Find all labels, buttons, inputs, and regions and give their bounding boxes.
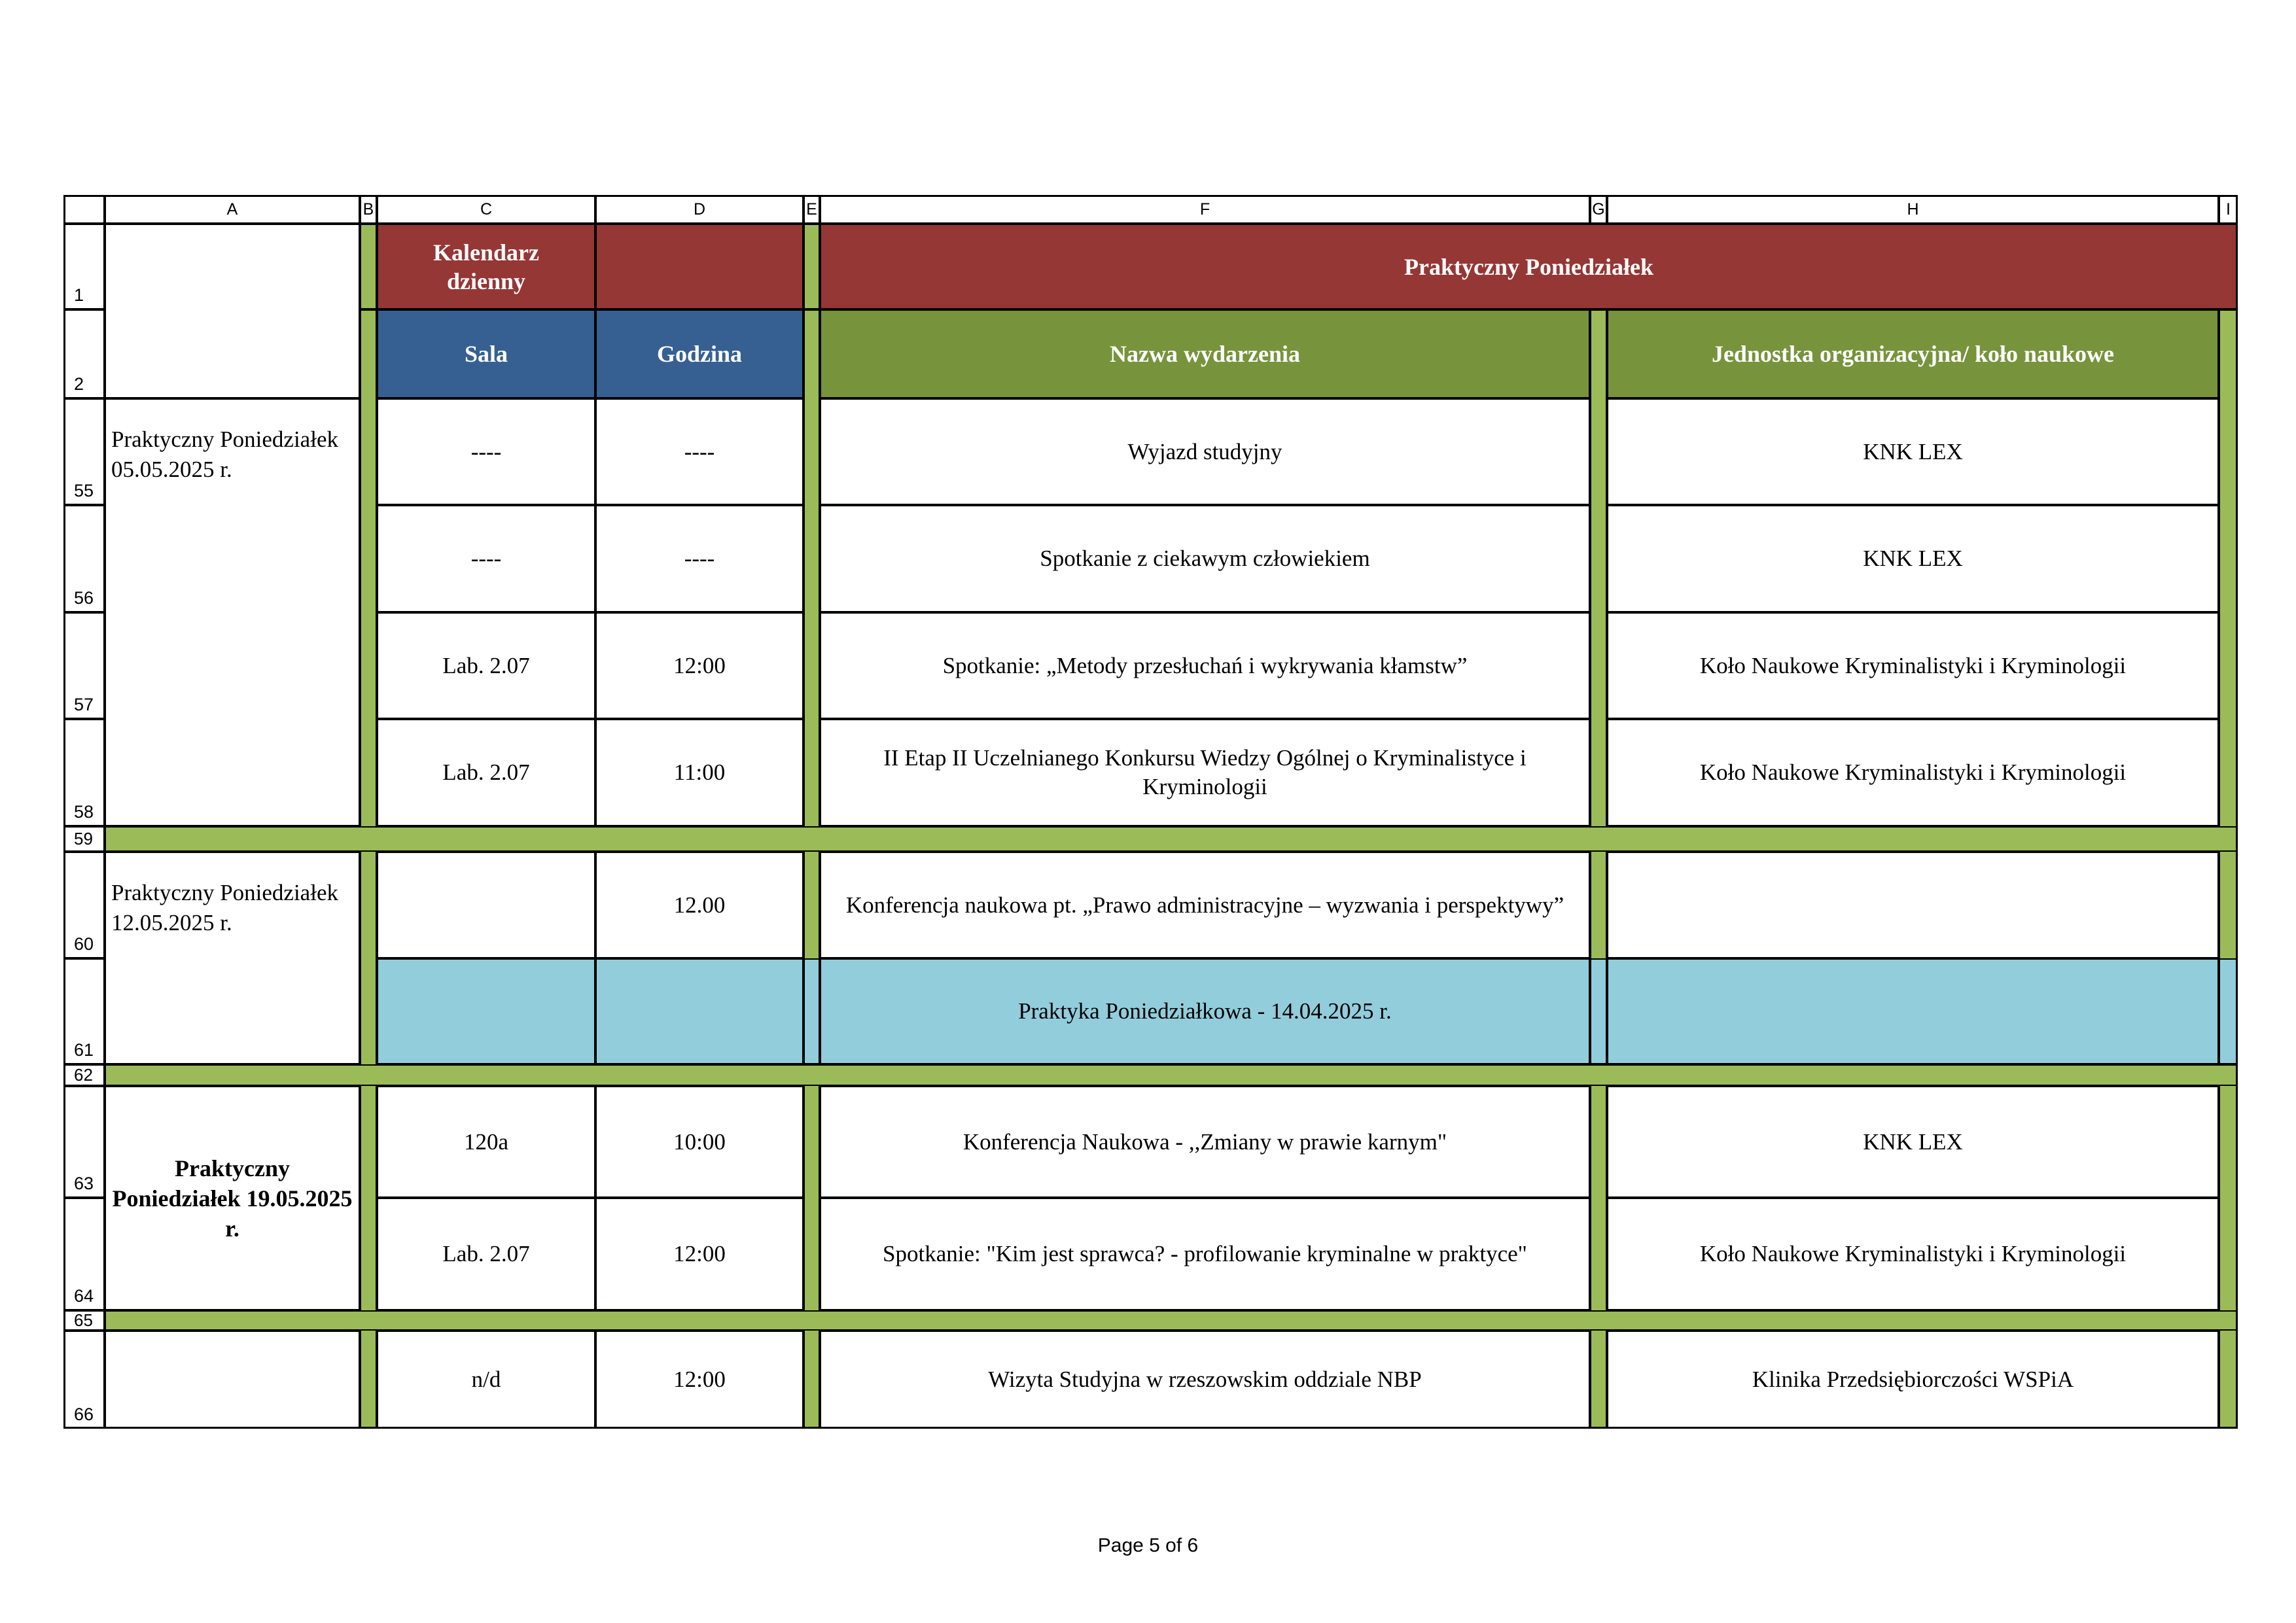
- cell-jednostka[interactable]: Koło Naukowe Kryminalistyki i Kryminologii: [1607, 719, 2219, 826]
- cell-nazwa[interactable]: II Etap II Uczelnianego Konkursu Wiedzy Ogólnej o Kryminalistyce i Kryminologii: [820, 719, 1590, 826]
- cell-jednostka[interactable]: [1607, 958, 2219, 1064]
- cell-jednostka[interactable]: KNK LEX: [1607, 398, 2219, 505]
- row-header-57[interactable]: 57: [63, 612, 105, 719]
- column-title-godzina[interactable]: Godzina: [595, 309, 804, 398]
- row-header-64[interactable]: 64: [63, 1198, 105, 1310]
- cell-nazwa[interactable]: Praktyka Poniedziałkowa - 14.04.2025 r.: [820, 958, 1590, 1064]
- date-group-line: Praktyczny Poniedziałek: [111, 427, 338, 452]
- column-header-i[interactable]: I: [2219, 195, 2238, 224]
- cell-jednostka[interactable]: [1607, 852, 2219, 958]
- row-header-60[interactable]: 60: [63, 852, 105, 958]
- cell-godzina[interactable]: 12:00: [595, 1198, 804, 1310]
- cell-godzina[interactable]: 12:00: [595, 1331, 804, 1429]
- cell-nazwa[interactable]: Wizyta Studyjna w rzeszowskim oddziale NBP: [820, 1331, 1590, 1429]
- column-header-h[interactable]: H: [1607, 195, 2219, 224]
- cell-nazwa[interactable]: Spotkanie: „Metody przesłuchań i wykrywania kłamstw”: [820, 612, 1590, 719]
- cell-godzina[interactable]: 11:00: [595, 719, 804, 826]
- select-all-corner[interactable]: [63, 195, 105, 224]
- date-group-cell[interactable]: [105, 1331, 360, 1429]
- date-group-line: Praktyczny Poniedziałek: [111, 880, 338, 905]
- date-group-cell[interactable]: [105, 398, 360, 826]
- separator-column-e-top: [804, 224, 820, 309]
- cell-sala[interactable]: ----: [377, 398, 595, 505]
- cell-nazwa[interactable]: Konferencja naukowa pt. „Prawo administracyjne – wyzwania i perspektywy”: [820, 852, 1590, 958]
- cell-nazwa[interactable]: Spotkanie z ciekawym człowiekiem: [820, 505, 1590, 612]
- row-header-58[interactable]: 58: [63, 719, 105, 826]
- date-group-cell[interactable]: Praktyczny Poniedziałek 19.05.2025 r.: [105, 1086, 360, 1310]
- row-header-61[interactable]: 61: [63, 958, 105, 1064]
- row-header-66[interactable]: 66: [63, 1331, 105, 1429]
- column-header-a[interactable]: A: [105, 195, 360, 224]
- cell-sala[interactable]: [377, 958, 595, 1064]
- highlight-fill-i: [2219, 958, 2238, 1064]
- highlight-fill-e: [804, 958, 820, 1064]
- column-title-jednostka[interactable]: Jednostka organizacyjna/ koło naukowe: [1607, 309, 2219, 398]
- header-red-blank[interactable]: [595, 224, 804, 309]
- separator-column-i: [2219, 309, 2238, 1429]
- row-header-62[interactable]: 62: [63, 1064, 105, 1086]
- cell-sala[interactable]: Lab. 2.07: [377, 719, 595, 826]
- cell-godzina[interactable]: 10:00: [595, 1086, 804, 1198]
- separator-row-65: [105, 1310, 2238, 1331]
- cell-godzina[interactable]: ----: [595, 505, 804, 612]
- date-group-date: 05.05.2025 r.: [111, 457, 232, 482]
- row-header-55[interactable]: 55: [63, 398, 105, 505]
- date-group-date: 12.05.2025 r.: [111, 910, 232, 935]
- cell-sala[interactable]: [377, 852, 595, 958]
- highlight-fill-g: [1590, 958, 1607, 1064]
- row-header-56[interactable]: 56: [63, 505, 105, 612]
- separator-column-b-top: [360, 224, 377, 309]
- cell-nazwa[interactable]: Konferencja Naukowa - ,,Zmiany w prawie karnym": [820, 1086, 1590, 1198]
- cell-sala[interactable]: Lab. 2.07: [377, 612, 595, 719]
- column-header-d[interactable]: D: [595, 195, 804, 224]
- column-header-b[interactable]: B: [360, 195, 377, 224]
- column-header-f[interactable]: F: [820, 195, 1590, 224]
- cell-jednostka[interactable]: KNK LEX: [1607, 1086, 2219, 1198]
- column-title-nazwa[interactable]: Nazwa wydarzenia: [820, 309, 1590, 398]
- separator-row-59: [105, 826, 2238, 852]
- cell-jednostka[interactable]: Koło Naukowe Kryminalistyki i Kryminologii: [1607, 612, 2219, 719]
- column-header-g[interactable]: G: [1590, 195, 1607, 224]
- column-header-e[interactable]: E: [804, 195, 820, 224]
- row-header-59[interactable]: 59: [63, 826, 105, 852]
- header-blank-cell[interactable]: [105, 224, 360, 398]
- row-header-1[interactable]: 1: [63, 224, 105, 309]
- separator-column-g: [1590, 309, 1607, 1429]
- row-header-63[interactable]: 63: [63, 1086, 105, 1198]
- calendar-title-cell[interactable]: Kalendarz dzienny: [377, 224, 595, 309]
- cell-godzina[interactable]: ----: [595, 398, 804, 505]
- cell-sala[interactable]: n/d: [377, 1331, 595, 1429]
- cell-jednostka[interactable]: Koło Naukowe Kryminalistyki i Kryminologii: [1607, 1198, 2219, 1310]
- cell-godzina[interactable]: 12:00: [595, 612, 804, 719]
- cell-sala[interactable]: Lab. 2.07: [377, 1198, 595, 1310]
- cell-sala[interactable]: 120a: [377, 1086, 595, 1198]
- column-header-c[interactable]: C: [377, 195, 595, 224]
- row-header-65[interactable]: 65: [63, 1310, 105, 1331]
- separator-column-b: [360, 309, 377, 1429]
- cell-jednostka[interactable]: Klinika Przedsiębiorczości WSPiA: [1607, 1331, 2219, 1429]
- row-header-2[interactable]: 2: [63, 309, 105, 398]
- banner-title-cell[interactable]: Praktyczny Poniedziałek: [820, 224, 2238, 309]
- cell-jednostka[interactable]: KNK LEX: [1607, 505, 2219, 612]
- cell-godzina[interactable]: [595, 958, 804, 1064]
- separator-row-62: [105, 1064, 2238, 1086]
- cell-nazwa[interactable]: Wyjazd studyjny: [820, 398, 1590, 505]
- column-title-sala[interactable]: Sala: [377, 309, 595, 398]
- cell-sala[interactable]: ----: [377, 505, 595, 612]
- cell-godzina[interactable]: 12.00: [595, 852, 804, 958]
- page-footer: Page 5 of 6: [1097, 1535, 1199, 1556]
- date-group-cell[interactable]: [105, 852, 360, 1064]
- separator-column-e: [804, 309, 820, 1429]
- cell-nazwa[interactable]: Spotkanie: "Kim jest sprawca? - profilowanie kryminalne w praktyce": [820, 1198, 1590, 1310]
